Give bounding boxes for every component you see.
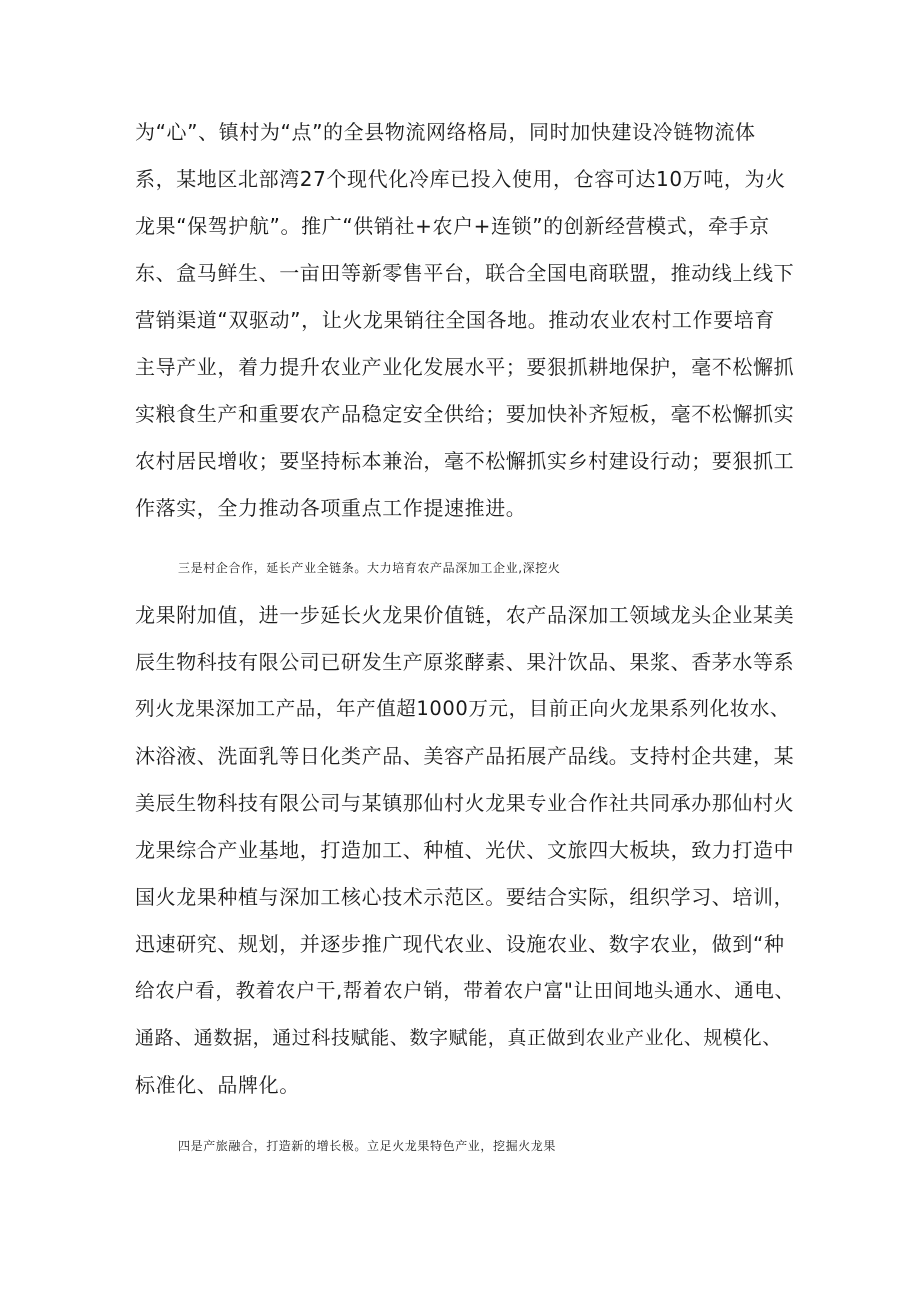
text-line: 为“心”、镇村为“点”的全县物流网络格局，同时加快建设冷链物流体 <box>135 120 756 144</box>
text-line: 龙果“保驾护航”。推广“供销社+农户+连锁”的创新经营模式，牵手京 <box>135 214 770 238</box>
text-line: 东、盒马鲜生、一亩田等新零售平台，联合全国电商联盟，推动线上线下 <box>135 261 795 285</box>
text-line: 标准化、品牌化。 <box>135 1073 300 1097</box>
text-line: 营销渠道“双驱动”，让火龙果销往全国各地。推动农业农村工作要培育 <box>135 308 775 332</box>
text-line: 实粮食生产和重要农产品稳定安全供给；要加快补齐短板，毫不松懈抓实 <box>135 402 795 426</box>
text-line: 美辰生物科技有限公司与某镇那仙村火龙果专业合作社共同承办那仙村火 <box>135 791 795 815</box>
text-line: 系，某地区北部湾27个现代化冷库已投入使用，仓容可达10万吨，为火 <box>135 167 786 191</box>
text-line: 龙果综合产业基地，打造加工、种植、光伏、文旅四大板块，致力打造中 <box>135 838 795 862</box>
text-line: 通路、通数据，通过科技赋能、数字赋能，真正做到农业产业化、规模化、 <box>135 1027 782 1049</box>
text-line: 辰生物科技有限公司已研发生产原浆酵素、果汁饮品、果浆、香茅水等系 <box>135 650 795 674</box>
text-line: 作落实，全力推动各项重点工作提速推进。 <box>135 496 527 520</box>
text-line: 龙果附加值，进一步延长火龙果价值链，农产品深加工领域龙头企业某美 <box>135 603 795 627</box>
text-line: 国火龙果种植与深加工核心技术示范区。要结合实际，组织学习、培训， <box>135 885 795 909</box>
text-line: 迅速研究、规划，并逐步推广现代农业、设施农业、数字农业，做到“种 <box>135 932 785 956</box>
text-line: 农村居民增收；要坚持标本兼治，毫不松懈抓实乡村建设行动；要狠抓工 <box>135 449 795 473</box>
text-line: 主导产业，着力提升农业产业化发展水平；要狠抓耕地保护，毫不松懈抓 <box>135 355 795 379</box>
text-line: 四是产旅融合，打造新的增长极。立足火龙果特色产业，挖掘火龙果 <box>178 1139 557 1153</box>
text-line: 沐浴液、洗面乳等日化类产品、美容产品拓展产品线。支持村企共建，某 <box>135 744 795 768</box>
text-line: 三是村企合作，延长产业全链条。大力培育农产品深加工企业,深挖火 <box>178 561 561 575</box>
text-line: 列火龙果深加工产品，年产值超1000万元，目前正向火龙果系列化妆水、 <box>135 697 791 720</box>
text-line: 给农户看，教着农户干,帮着农户销，带着农户富"让田间地头通水、通电、 <box>135 979 795 1002</box>
